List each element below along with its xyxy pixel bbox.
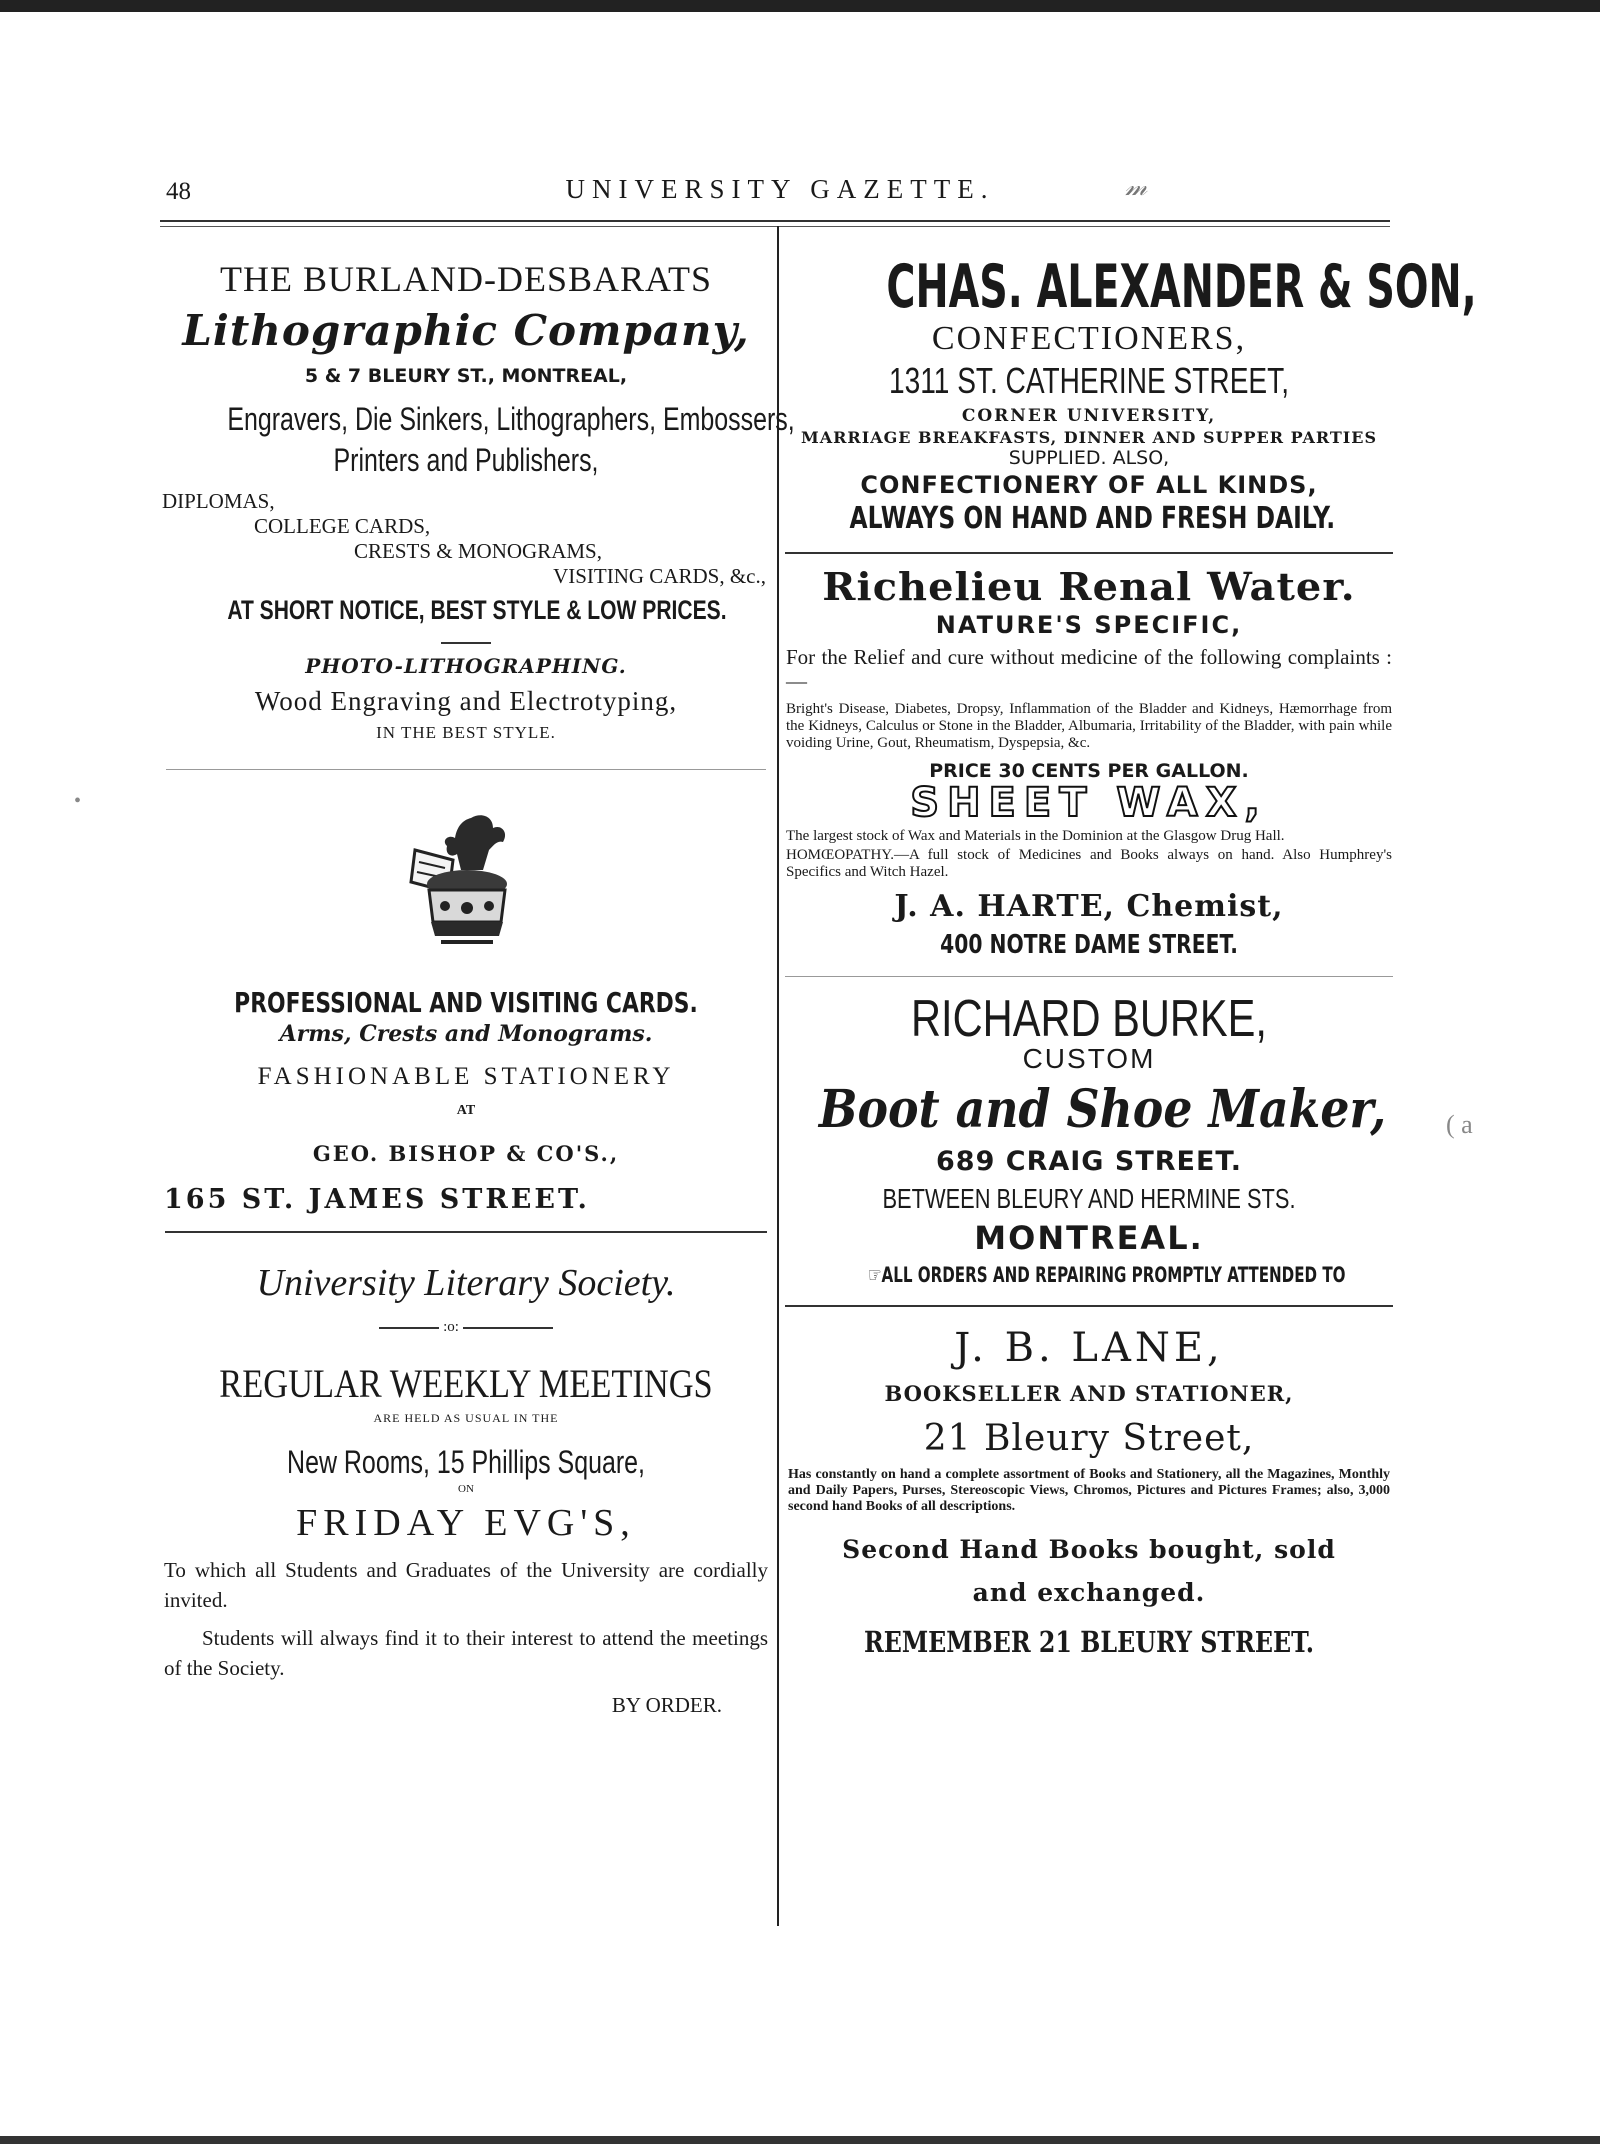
society-title: University Literary Society. xyxy=(256,1262,676,1304)
harte-relief: For the Relief and cure without medicine of the following complaints :— xyxy=(786,645,1392,693)
burland-item-college-cards: COLLEGE CARDS, xyxy=(254,514,431,538)
scan-margin-mark: ( a xyxy=(1446,1110,1473,1139)
page-number: 48 xyxy=(166,178,191,205)
column-divider xyxy=(777,226,779,1926)
harte-specific: NATURE'S SPECIFIC, xyxy=(935,611,1243,639)
harte-renal-water: Richelieu Renal Water. xyxy=(822,564,1356,609)
right-section-rule-1 xyxy=(785,552,1393,554)
bishop-company-name: GEO. BISHOP & CO'S., xyxy=(312,1141,620,1166)
lane-street: 21 Bleury Street, xyxy=(923,1418,1255,1459)
left-section-rule-1 xyxy=(166,769,766,770)
left-section-rule-2 xyxy=(165,1231,767,1233)
burland-item-visiting-cards: VISITING CARDS, &c., xyxy=(553,564,766,588)
harte-sheet-wax: SHEET WAX, xyxy=(910,780,1268,826)
alexander-street: 1311 ST. CATHERINE STREET, xyxy=(889,360,1289,401)
scan-bottom-border xyxy=(0,2136,1600,2144)
gazette-title: UNIVERSITY GAZETTE. xyxy=(565,174,995,204)
bishop-cards-line: PROFESSIONAL AND VISITING CARDS. xyxy=(234,986,698,1019)
header-rule-secondary xyxy=(160,226,1390,227)
alexander-marriage: MARRIAGE BREAKFASTS, DINNER AND SUPPER PARTIES xyxy=(800,428,1378,447)
harte-street: 400 NOTRE DAME STREET. xyxy=(940,930,1238,960)
left-column xyxy=(160,232,795,1718)
harte-diseases: Bright's Disease, Diabetes, Dropsy, Inflammation of the Bladder and Kidneys, Hæmorrhage from the Kidneys, Calculus or Stone in the Bladder, Albumaria, Irritability of the Bladder, with pain while voiding Urine, Gout, Rheumatism, Dyspepsia, &c. xyxy=(786,701,1392,751)
burke-between: BETWEEN BLEURY AND HERMINE STS. xyxy=(882,1183,1296,1214)
burland-wood-engraving: Wood Engraving and Electrotyping, xyxy=(254,686,678,716)
burke-name: RICHARD BURKE, xyxy=(911,990,1267,1048)
scan-top-border xyxy=(0,0,1600,12)
alexander-corner: CORNER UNIVERSITY, xyxy=(961,406,1217,426)
lane-second-hand-1: Second Hand Books bought, sold xyxy=(842,1535,1336,1564)
lane-advertisement xyxy=(782,1325,1396,1659)
bishop-at: AT xyxy=(456,1103,476,1118)
burland-trades-2: Printers and Publishers, xyxy=(333,442,599,478)
burke-city: MONTREAL. xyxy=(974,1219,1204,1257)
burke-custom: CUSTOM xyxy=(1022,1043,1156,1074)
header-rule xyxy=(160,220,1390,222)
burland-company-name: Lithographic Company, xyxy=(182,306,750,355)
burke-street: 689 CRAIG STREET. xyxy=(936,1146,1242,1177)
right-section-rule-2 xyxy=(785,976,1393,977)
page-header xyxy=(160,172,1400,212)
burland-photo-lithographing: PHOTO-LITHOGRAPHING. xyxy=(305,654,627,678)
burke-advertisement xyxy=(782,989,1396,1287)
right-column xyxy=(782,232,1477,1659)
lane-trade: BOOKSELLER AND STATIONER, xyxy=(884,1381,1294,1406)
burke-boot-and-shoe-maker: Boot and Shoe Maker, xyxy=(818,1079,1387,1140)
bishop-arms-line: Arms, Crests and Monograms. xyxy=(279,1021,653,1047)
right-section-rule-3 xyxy=(785,1305,1393,1307)
alexander-supplied: SUPPLIED. ALSO, xyxy=(1008,447,1170,469)
burland-item-crests: CRESTS & MONOGRAMS, xyxy=(354,539,602,563)
burke-orders: ☞ALL ORDERS AND REPAIRING PROMPTLY ATTENDED TO xyxy=(867,1263,1346,1287)
burland-item-diplomas: DIPLOMAS, xyxy=(162,489,275,513)
burland-line1: THE BURLAND-DESBARATS xyxy=(219,259,713,299)
bishop-fashionable-stationery: FASHIONABLE STATIONERY xyxy=(257,1063,675,1090)
society-friday: FRIDAY EVG'S, xyxy=(296,1502,636,1544)
scan-speck: • xyxy=(74,790,82,812)
bishop-advertisement xyxy=(160,810,772,1215)
alexander-advertisement xyxy=(782,252,1477,536)
society-rooms: New Rooms, 15 Phillips Square, xyxy=(287,1444,645,1480)
harte-largest-stock: The largest stock of Wax and Materials in the Dominion at the Glasgow Drug Hall. xyxy=(786,828,1285,844)
society-interest: Students will always find it to their interest to attend the meetings of the Society. xyxy=(164,1626,768,1680)
society-divider-mark: :o: xyxy=(443,1319,459,1335)
harte-homeopathy: HOMŒOPATHY.—A full stock of Medicines and Books always on hand. Also Humphrey's Specifics and Witch Hazel. xyxy=(786,847,1392,880)
society-divider xyxy=(160,1319,772,1336)
burland-address: 5 & 7 BLEURY ST., MONTREAL, xyxy=(304,365,628,387)
bishop-street: 165 ST. JAMES STREET. xyxy=(164,1184,590,1215)
alexander-confectioners: CONFECTIONERS, xyxy=(931,320,1247,357)
burland-best-style: IN THE BEST STYLE. xyxy=(376,723,556,742)
burland-short-rule xyxy=(441,642,491,644)
handwritten-mark: 𝓂 xyxy=(1125,172,1148,201)
burland-advertisement xyxy=(160,258,795,743)
alexander-name: CHAS. ALEXANDER & SON, xyxy=(886,252,1477,322)
burland-trades-1: Engravers, Die Sinkers, Lithographers, Embossers, xyxy=(227,401,795,437)
harte-chemist: J. A. HARTE, Chemist, xyxy=(894,889,1284,924)
lane-second-hand-2: and exchanged. xyxy=(972,1578,1206,1607)
lane-remember: REMEMBER 21 BLEURY STREET. xyxy=(863,1625,1315,1659)
alexander-confectionery: CONFECTIONERY OF ALL KINDS, xyxy=(860,471,1318,499)
society-invitation: To which all Students and Graduates of the University are cordially invited. xyxy=(164,1558,768,1612)
harte-price: PRICE 30 CENTS PER GALLON. xyxy=(929,760,1249,782)
society-on: ON xyxy=(458,1483,474,1495)
literary-society-advertisement xyxy=(160,1261,772,1718)
society-by-order: BY ORDER. xyxy=(611,1693,722,1717)
crest-coronet-icon xyxy=(401,810,531,950)
society-held: ARE HELD AS USUAL IN THE xyxy=(373,1411,559,1425)
burland-notice: AT SHORT NOTICE, BEST STYLE & LOW PRICES. xyxy=(227,595,727,625)
lane-stock: Has constantly on hand a complete assortment of Books and Stationery, all the Magazines, Monthly and Daily Papers, Purses, Stereoscopic Views, Chromos, Pictures and Pictures Frames; also, 3,000 second hand Books of all descriptions. xyxy=(788,1467,1390,1514)
alexander-always: ALWAYS ON HAND AND FRESH DAILY. xyxy=(849,501,1336,536)
harte-advertisement xyxy=(782,564,1396,960)
lane-name: J. B. LANE, xyxy=(954,1325,1224,1371)
society-meetings: REGULAR WEEKLY MEETINGS xyxy=(219,1361,713,1406)
